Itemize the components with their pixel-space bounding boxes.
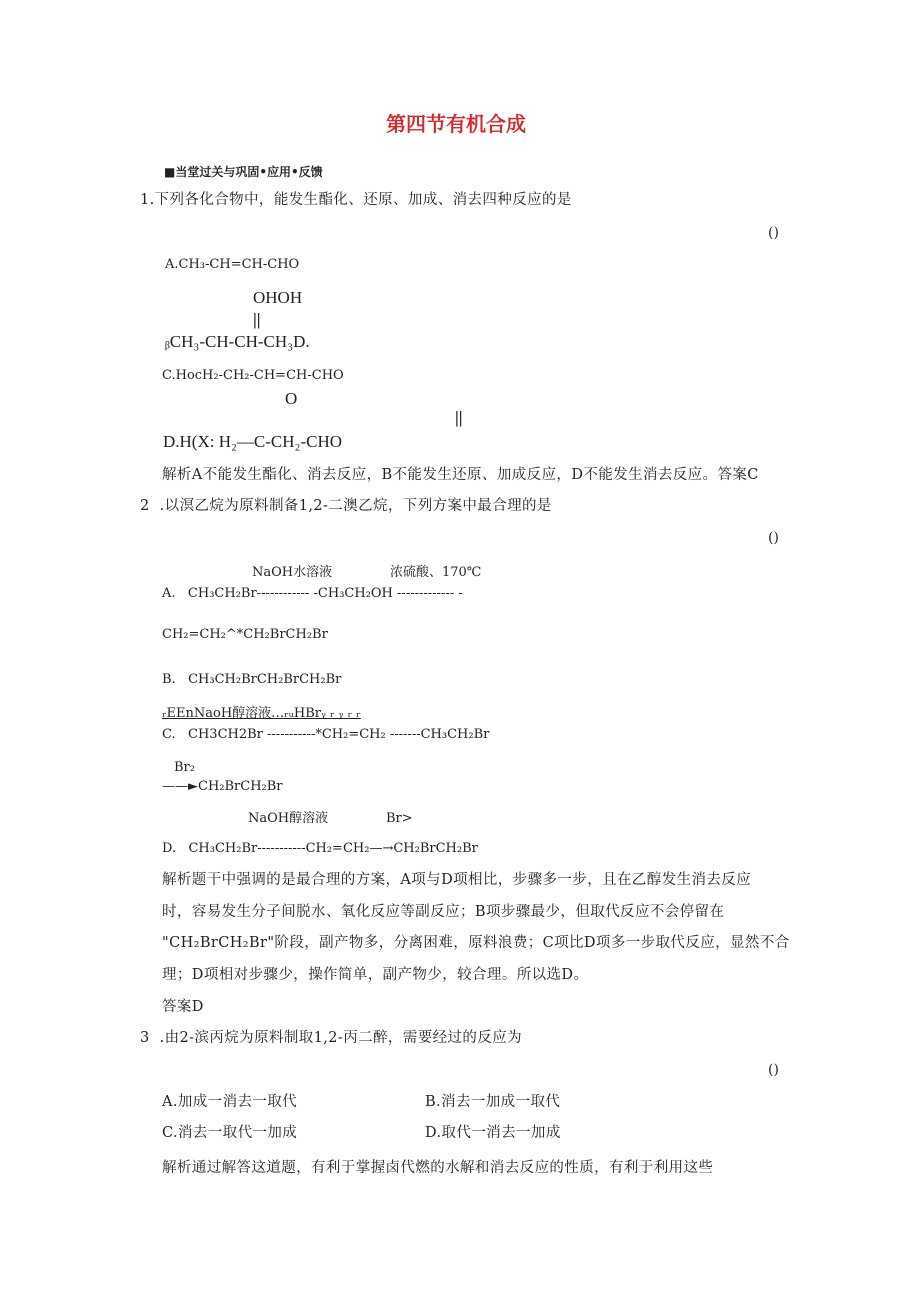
q3-option-a: A.加成一消去一取代 [162,1094,298,1110]
question-3-stem: 3 .由2-滨丙烷为原料制取1,2-丙二醉，需要经过的反应为 [140,1030,523,1046]
q2-analysis-line3: "CH₂BrCH₂Br"阶段，副产物多，分离困难，原料浪费；C项比D项多一步取代反应，显然不合 [162,935,790,951]
q2-analysis-line1: 解析题干中强调的是最合理的方案，A项与D项相比，步骤多一步，且在乙醇发生消去反应 [162,872,752,888]
q3-option-d: D.取代一消去一加成 [425,1125,561,1141]
q1-option-d-bond: || [455,408,463,427]
q2-option-c-br2: Br₂ [174,760,195,775]
q1-option-b-bond: || [253,310,261,329]
q1-option-a: A.CH₃-CH=CH-CHO [165,257,300,272]
q2-option-d-line: D. CH₃CH₂Br-----------CH₂=CH₂—→CH₂BrCH₂Br [162,841,478,856]
q2-option-c-reagents: ᵣEEnNaoH醇溶液…ᵣᵤHBrᵧ ᵣ ᵧ ᵣ ᵣ [162,706,361,721]
q2-option-a-reagents: NaOH水溶液 浓硫酸、170℃ [252,565,482,580]
q2-option-b: B. CH₃CH₂BrCH₂BrCH₂Br [162,672,342,687]
q2-option-d-reagents: NaOH醇溶液 Br> [248,811,413,826]
question-3-answer-paren: () [768,1062,779,1078]
q2-analysis-line4: 理；D项相对步骤少，操作简单，副产物少，较合理。所以选D。 [162,967,589,983]
q2-analysis-line2: 时，容易发生分子间脱水、氧化反应等副反应；B项步骤最少，但取代反应不会停留在 [162,904,725,920]
q1-option-d-formula: D.H(X: H₂—C-CH₂-CHO [163,432,343,451]
q2-option-a-line1: A. CH₃CH₂Br------------ -CH₃CH₂OH ------------- - [162,586,463,601]
q2-option-a-line2: CH₂=CH₂^*CH₂BrCH₂Br [162,627,328,642]
q1-option-c: C.HocH₂-CH₂-CH=CH-CHO [162,368,344,383]
question-2-stem: 2 .以溟乙烷为原料制备1,2-二澳乙烷，下列方案中最合理的是 [140,498,552,514]
q3-analysis: 解析通过解答这道题，有利于掌握卤代燃的水解和消去反应的性质，有利于利用这些 [162,1160,714,1176]
page-title: 第四节有机合成 [386,112,526,136]
question-1-stem: 1.下列各化合物中，能发生酯化、还原、加成、消去四种反应的是 [140,192,572,208]
q3-option-b: B.消去一加成一取代 [425,1094,561,1110]
q1-option-d-top: O [285,389,298,408]
question-2-answer-paren: () [768,530,779,546]
q1-option-b-formula: ᵦCH₃-CH-CH-CH₃D. [165,332,310,351]
q2-option-c-line2: ——►CH₂BrCH₂Br [162,779,283,794]
question-1-answer-paren: () [768,225,779,241]
q1-option-b-top: OHOH [253,288,303,307]
q3-option-c: C.消去一取代一加成 [162,1125,298,1141]
q1-analysis: 解析A不能发生酯化、消去反应，B不能发生还原、加成反应，D不能发生消去反应。答案C [162,467,759,483]
section-header: ■当堂过关与巩固•应用•反馈 [164,165,323,179]
q2-option-c-line1: C. CH3CH2Br -----------*CH₂=CH₂ -------CH₃CH₂Br [162,727,490,742]
q2-answer: 答案D [162,999,204,1015]
